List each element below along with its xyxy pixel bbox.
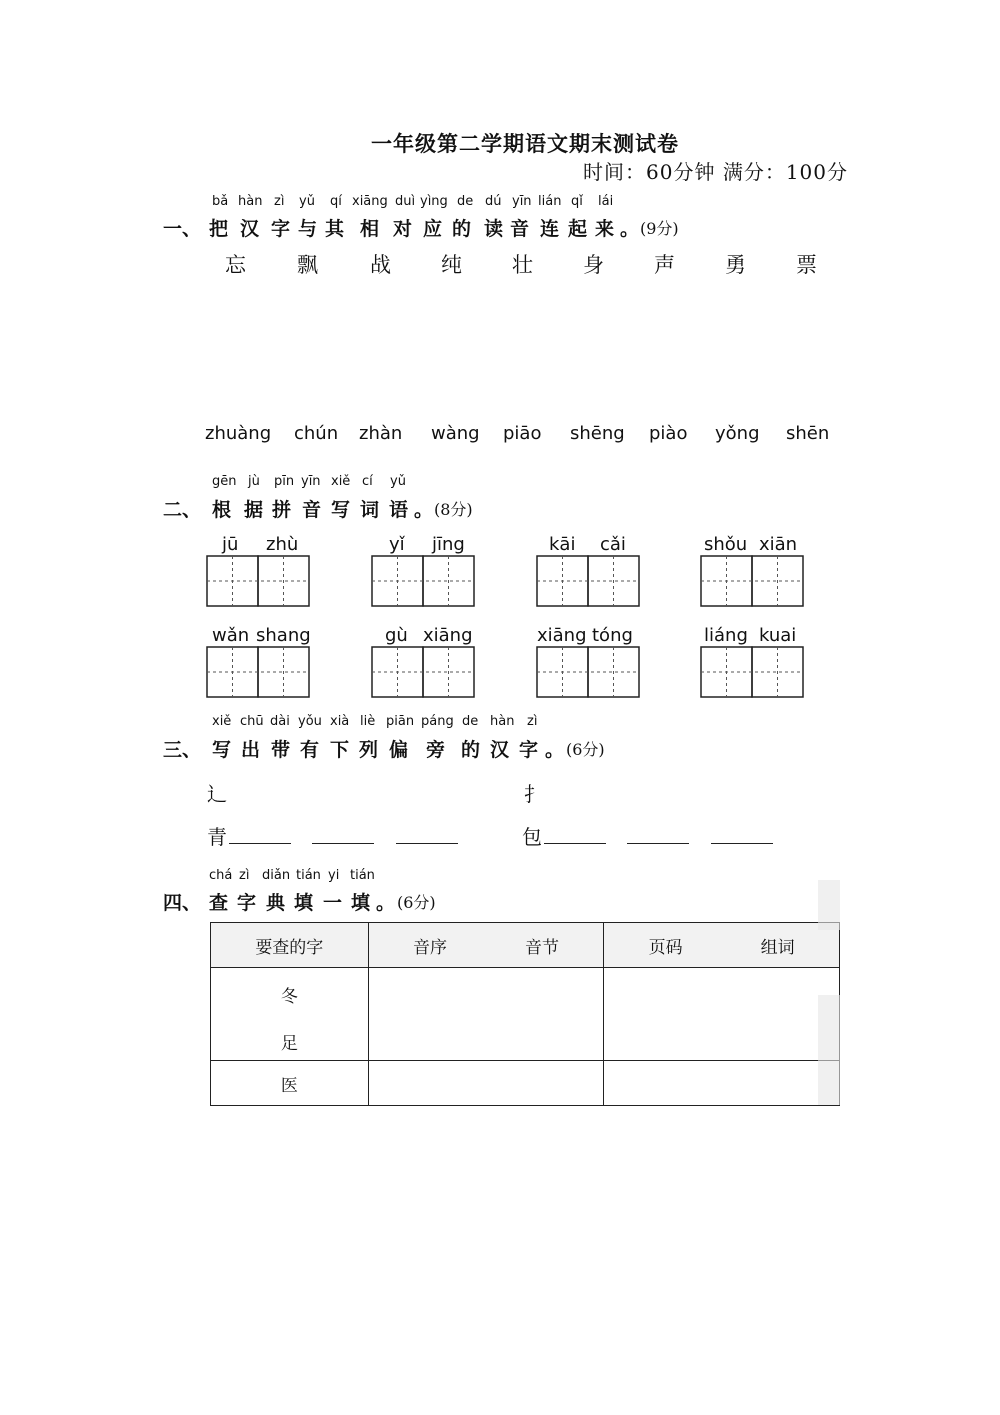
heading-char: 词 bbox=[360, 499, 380, 521]
pinyin: xiě bbox=[212, 714, 232, 729]
scan-artifact bbox=[818, 995, 840, 1105]
section1-score: (9分) bbox=[640, 219, 679, 238]
heading-char: 其 bbox=[325, 218, 345, 240]
word-pinyin: cǎi bbox=[600, 534, 626, 555]
section4-score: (6分) bbox=[397, 893, 436, 912]
heading-char: 汉 bbox=[240, 218, 260, 240]
pinyin: hàn bbox=[238, 194, 263, 209]
heading-char: 连 bbox=[540, 218, 560, 240]
reading: zhàn bbox=[359, 423, 403, 444]
pinyin: yi bbox=[328, 868, 340, 883]
writing-grid[interactable] bbox=[206, 555, 310, 607]
pinyin: de bbox=[457, 194, 474, 209]
section3-score: (6分) bbox=[566, 740, 605, 759]
header-char: 要查的字 bbox=[211, 923, 369, 968]
word-pinyin: xiāng bbox=[537, 625, 587, 646]
row-char: 医 bbox=[211, 1061, 369, 1106]
writing-grid[interactable] bbox=[700, 555, 804, 607]
heading-char: 填 bbox=[351, 892, 371, 914]
word-pinyin: yǐ bbox=[389, 534, 405, 555]
table-row bbox=[211, 968, 840, 1061]
heading-char: 的 bbox=[452, 218, 472, 240]
scan-artifact bbox=[818, 880, 840, 930]
pinyin: qǐ bbox=[571, 194, 583, 209]
pinyin: dú bbox=[485, 194, 502, 209]
pinyin: zì bbox=[274, 194, 285, 209]
word-pinyin: kuai bbox=[759, 625, 797, 646]
heading-char: 字 bbox=[237, 892, 257, 914]
pinyin: duì bbox=[395, 194, 416, 209]
reading: yǒng bbox=[715, 423, 760, 444]
character: 战 bbox=[370, 253, 391, 277]
word-pinyin: jū bbox=[222, 534, 239, 555]
heading-char: 对 bbox=[393, 218, 413, 240]
word-pinyin: gù bbox=[385, 625, 408, 646]
pinyin: yīn bbox=[512, 194, 532, 209]
header-yinxu: 音序 bbox=[412, 937, 447, 958]
answer-blank[interactable] bbox=[711, 843, 773, 844]
word-pinyin: shǒu bbox=[704, 534, 748, 555]
writing-grid[interactable] bbox=[536, 646, 640, 698]
heading-char: 读 bbox=[484, 218, 504, 240]
word-pinyin: shang bbox=[256, 625, 311, 646]
heading-char: 相 bbox=[360, 218, 380, 240]
dictionary-table bbox=[210, 922, 840, 1106]
answer-cell[interactable] bbox=[604, 968, 840, 1061]
writing-grid[interactable] bbox=[371, 555, 475, 607]
character: 飘 bbox=[297, 253, 318, 277]
pinyin: yǔ bbox=[390, 474, 406, 489]
reading: zhuàng bbox=[205, 423, 272, 444]
table-row bbox=[211, 1061, 840, 1106]
pinyin: cí bbox=[362, 474, 373, 489]
pinyin: bǎ bbox=[212, 194, 229, 209]
pinyin: qí bbox=[330, 194, 342, 209]
char-cell bbox=[211, 968, 369, 1061]
heading-char: 一 bbox=[323, 892, 343, 914]
heading-char: 根 bbox=[212, 499, 232, 521]
heading-char: 字 bbox=[519, 739, 539, 761]
word-pinyin: xiān bbox=[759, 534, 798, 555]
heading-char: 应 bbox=[423, 218, 443, 240]
reading: shēng bbox=[570, 423, 625, 444]
character: 票 bbox=[796, 253, 817, 277]
heading-char: 下 bbox=[330, 739, 350, 761]
radical: 扌 bbox=[524, 782, 544, 806]
heading-char: 来 bbox=[595, 218, 615, 240]
page-title: 一年级第二学期语文期末测试卷 bbox=[371, 132, 679, 156]
pinyin: gēn bbox=[212, 474, 237, 489]
character: 纯 bbox=[441, 253, 462, 277]
pinyin: pīn bbox=[274, 474, 295, 489]
section1-number: 一、 bbox=[163, 218, 202, 240]
reading: chún bbox=[294, 423, 339, 444]
section2-score: (8分) bbox=[434, 500, 473, 519]
word-pinyin: liáng bbox=[704, 625, 748, 646]
heading-char: 典 bbox=[266, 892, 286, 914]
pinyin: diǎn bbox=[262, 868, 291, 883]
row-char: 冬 bbox=[280, 987, 298, 1007]
pinyin: yīn bbox=[301, 474, 321, 489]
heading-char: 偏 bbox=[389, 739, 409, 761]
pinyin: tián bbox=[296, 868, 321, 883]
heading-char: 。 bbox=[545, 739, 565, 761]
word-pinyin: zhù bbox=[266, 534, 299, 555]
pinyin: yǔ bbox=[299, 194, 315, 209]
heading-char: 。 bbox=[376, 892, 396, 914]
pinyin: dài bbox=[270, 714, 290, 729]
heading-char: 拼 bbox=[272, 499, 292, 521]
heading-char: 旁 bbox=[426, 739, 446, 761]
writing-grid[interactable] bbox=[536, 555, 640, 607]
character: 忘 bbox=[225, 253, 246, 277]
writing-grid[interactable] bbox=[371, 646, 475, 698]
exam-info: 时间：60分钟 满分：100分 bbox=[583, 160, 848, 184]
header-sound bbox=[368, 923, 604, 968]
pinyin: yǒu bbox=[298, 714, 322, 729]
pinyin: liè bbox=[360, 714, 376, 729]
pinyin: zì bbox=[239, 868, 250, 883]
row-char: 足 bbox=[280, 1034, 298, 1054]
heading-char: 。 bbox=[620, 218, 640, 240]
answer-blank[interactable] bbox=[627, 843, 689, 844]
pinyin: lián bbox=[538, 194, 562, 209]
heading-char: 字 bbox=[271, 218, 291, 240]
pinyin: xiāng bbox=[352, 194, 388, 209]
heading-char: 查 bbox=[209, 892, 229, 914]
header-page bbox=[604, 923, 840, 968]
heading-char: 出 bbox=[241, 739, 261, 761]
heading-char: 的 bbox=[461, 739, 481, 761]
word-pinyin: xiāng bbox=[423, 625, 473, 646]
heading-char: 带 bbox=[271, 739, 291, 761]
header-zuci: 组词 bbox=[760, 937, 795, 958]
character: 声 bbox=[654, 253, 675, 277]
radical: 青 bbox=[207, 825, 227, 849]
pinyin: zì bbox=[527, 714, 538, 729]
heading-char: 填 bbox=[294, 892, 314, 914]
writing-grid[interactable] bbox=[206, 646, 310, 698]
word-pinyin: wǎn bbox=[212, 625, 250, 646]
answer-cell[interactable] bbox=[368, 968, 604, 1061]
heading-char: 写 bbox=[331, 499, 351, 521]
header-yinjie: 音节 bbox=[524, 937, 559, 958]
pinyin: hàn bbox=[490, 714, 515, 729]
character: 壮 bbox=[512, 253, 533, 277]
heading-char: 据 bbox=[244, 499, 264, 521]
reading: piào bbox=[649, 423, 688, 444]
writing-grid[interactable] bbox=[700, 646, 804, 698]
heading-char: 语 bbox=[389, 499, 409, 521]
heading-char: 起 bbox=[568, 218, 588, 240]
reading: piāo bbox=[503, 423, 542, 444]
answer-blank[interactable] bbox=[229, 843, 291, 844]
pinyin: jù bbox=[248, 474, 260, 489]
heading-char: 写 bbox=[212, 739, 232, 761]
character: 勇 bbox=[725, 253, 746, 277]
radical: 辶 bbox=[207, 782, 227, 806]
pinyin: de bbox=[462, 714, 479, 729]
reading: wàng bbox=[431, 423, 480, 444]
pinyin: yìng bbox=[420, 194, 448, 209]
heading-char: 与 bbox=[298, 218, 318, 240]
reading: shēn bbox=[786, 423, 830, 444]
pinyin: chá bbox=[209, 868, 233, 883]
heading-char: 把 bbox=[209, 218, 229, 240]
answer-blank[interactable] bbox=[396, 843, 458, 844]
section2-number: 二、 bbox=[163, 499, 202, 521]
section4-number: 四、 bbox=[163, 892, 202, 914]
pinyin: xiě bbox=[331, 474, 351, 489]
answer-blank[interactable] bbox=[544, 843, 606, 844]
pinyin: chū bbox=[240, 714, 264, 729]
word-pinyin: jīng bbox=[432, 534, 465, 555]
pinyin: páng bbox=[421, 714, 454, 729]
word-pinyin: kāi bbox=[549, 534, 576, 555]
heading-char: 音 bbox=[302, 499, 322, 521]
heading-char: 。 bbox=[414, 499, 434, 521]
heading-char: 汉 bbox=[490, 739, 510, 761]
header-yema: 页码 bbox=[648, 937, 683, 958]
heading-char: 列 bbox=[359, 739, 379, 761]
pinyin: xià bbox=[330, 714, 350, 729]
pinyin: piān bbox=[386, 714, 415, 729]
section3-number: 三、 bbox=[163, 739, 202, 761]
word-pinyin: tóng bbox=[592, 625, 633, 646]
character: 身 bbox=[583, 253, 604, 277]
pinyin: tián bbox=[350, 868, 375, 883]
table-header-row bbox=[211, 923, 840, 968]
pinyin: lái bbox=[598, 194, 614, 209]
radical: 包 bbox=[522, 825, 542, 849]
heading-char: 有 bbox=[300, 739, 320, 761]
answer-blank[interactable] bbox=[312, 843, 374, 844]
answer-cell[interactable] bbox=[604, 1061, 840, 1106]
answer-cell[interactable] bbox=[368, 1061, 604, 1106]
heading-char: 音 bbox=[510, 218, 530, 240]
